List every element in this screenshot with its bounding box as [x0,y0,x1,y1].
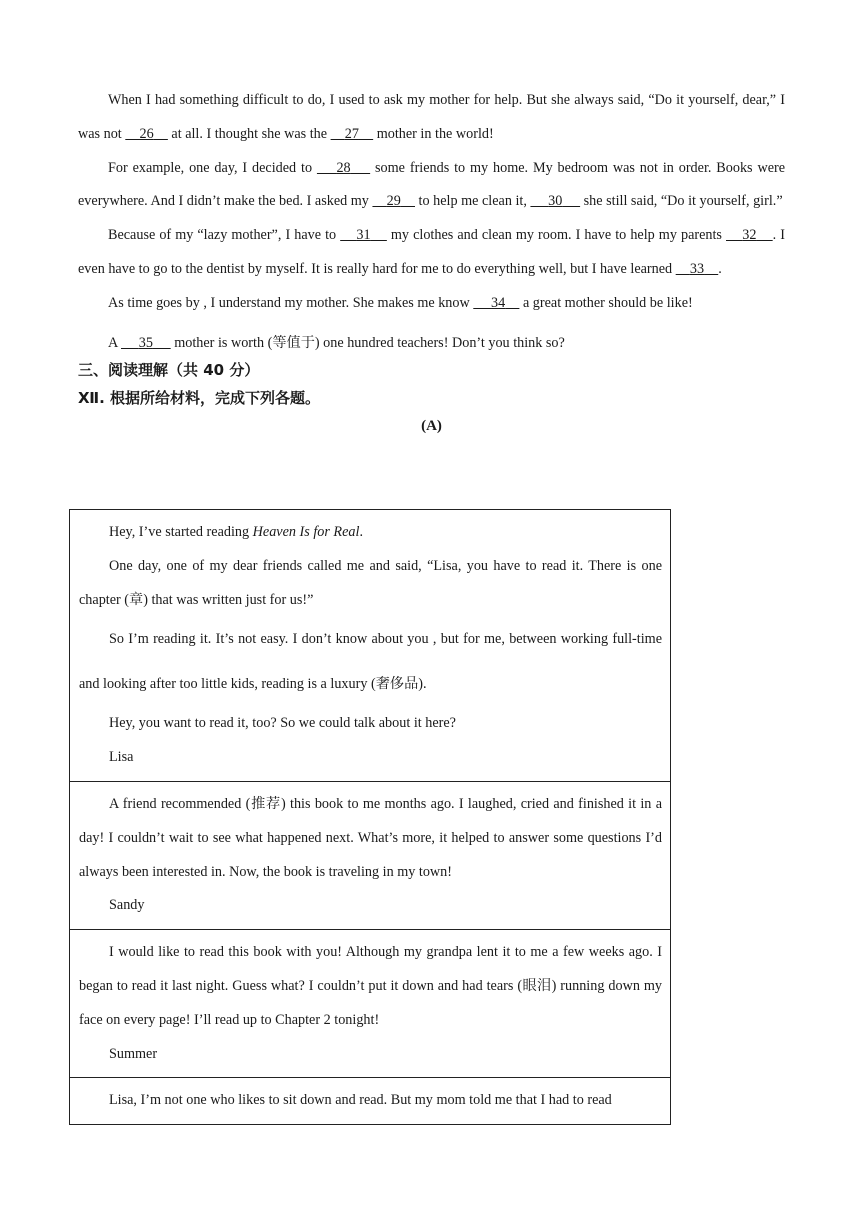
post-signer: Lisa [109,749,134,766]
text: to help me clean it, [415,193,531,210]
blank-31: 31 [356,227,371,244]
blank-27: 27 [344,125,359,142]
text: mother is worth (等值于) one hundred teachers! Don’t you think so? [170,334,565,351]
post-lisa [70,510,670,782]
post-summer [70,930,670,1078]
post-signer: Summer [109,1045,158,1062]
post-text: A friend recommended (推荐) this book to me months ago. I laughed, cried and finished it in a day! I couldn’t wait to see what happened next. What’s more, it helped to answer some questions I’d always been interested in. Now, the book is traveling in my town! [79,795,662,880]
section-heading: 三、阅读理解（共 40 分） [78,360,260,379]
text: Because of my “lazy mother”, I have to [108,227,341,244]
post-signer: Sandy [109,897,145,914]
text: some friends to my home. My bedroom was not in order. Books were everywhere. And I didn’t make the bed. I asked my [78,159,786,210]
blank-34: 34 [491,294,506,311]
cloze-paragraph-4 [78,287,785,321]
text: mother in the world! [373,125,494,142]
post-line: Hey, you want to read it, too? So we could talk about it here? [109,715,456,732]
blank-28: 28 [336,159,351,176]
passage-label: (A) [421,417,442,434]
text: For example, one day, I decided to [108,159,317,176]
post-partial [70,1078,670,1124]
book-title: Heaven Is for Real [252,524,360,540]
text: at all. I thought she was the [167,125,331,142]
text: she still said, “Do it yourself, girl.” [580,193,783,210]
blank-26: 26 [139,125,154,142]
forum-posts-table [69,509,671,1125]
cloze-paragraph-1 [78,84,785,152]
text: my clothes and clean my room. I have to help my parents [386,227,727,244]
text: . I even have to go to the dentist by myself. It is really hard for me to do everything well, but I have learned [78,227,786,277]
text: A [108,334,122,351]
post-line: So I’m reading it. It’s not easy. I don’t know about you , but for me, between working full-time and looking after too little kids, reading is a luxury (奢侈品). [79,631,662,693]
blank-35: 35 [138,334,153,351]
post-sandy [70,782,670,930]
text: a great mother should be like! [519,294,693,311]
blank-30: 30 [548,193,563,210]
post-line: One day, one of my dear friends called me and said, “Lisa, you have to read it. There is one chapter (章) that was written just for us!” [79,557,662,608]
text: . [718,260,722,277]
post-line: Hey, I’ve started reading Heaven Is for Real. [109,524,363,540]
sub-heading: Ⅻ. 根据所给材料，完成下列各题。 [78,388,321,407]
blank-29: 29 [386,193,401,210]
text: When I had something difficult to do, I used to ask my mother for help. But she always said, “Do it yourself, dear,” I was not [78,92,785,142]
cloze-paragraph-3 [78,219,785,287]
cloze-paragraph-5 [78,332,785,354]
blank-33: 33 [689,260,705,277]
cloze-passage [78,84,785,438]
post-text: I would like to read this book with you! Although my grandpa lent it to me a few weeks ago. I began to read it last night. Guess what? I couldn’t put it down and had tears (眼泪) running down my face on every page! I’ll read up to Chapter 2 tonight! [79,944,662,1028]
text: As time goes by , I understand my mother. She makes me know [108,294,474,311]
post-text: Lisa, I’m not one who likes to sit down and read. But my mom told me that I had to read [109,1092,612,1109]
cloze-paragraph-2 [78,152,785,220]
blank-32: 32 [742,227,757,244]
